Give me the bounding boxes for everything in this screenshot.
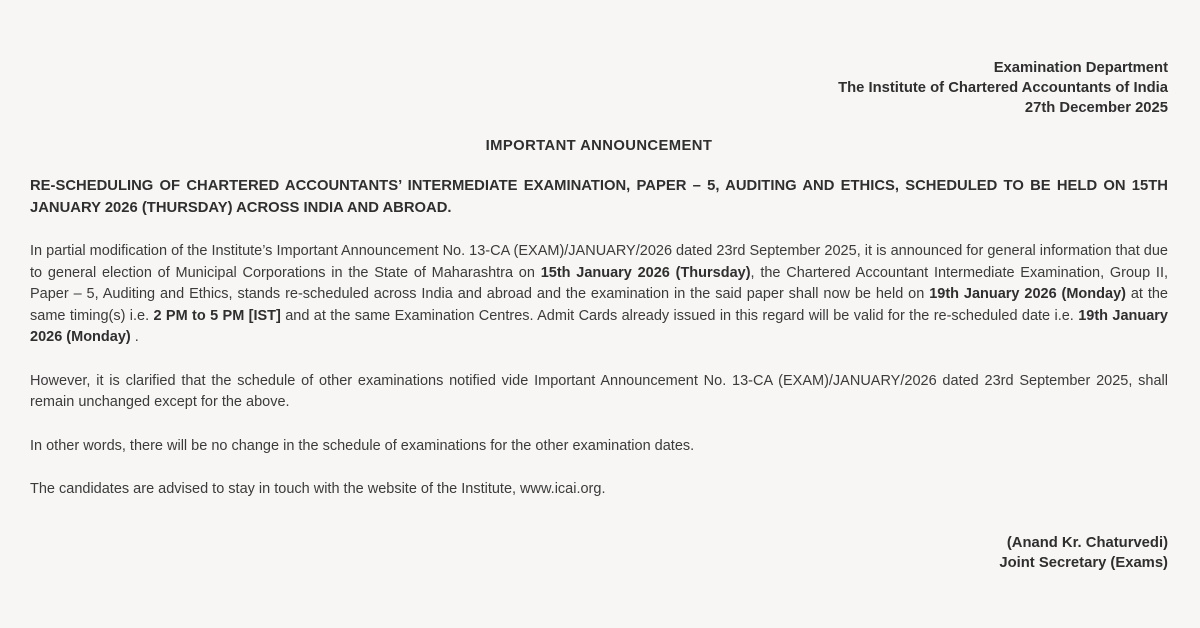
paragraph-text: . <box>130 329 139 345</box>
header-department: Examination Department <box>993 60 1168 76</box>
signature-block <box>30 533 1168 573</box>
paragraph-text: In partial modification of the Institute’s Important Announcement No. 13-CA (EXAM)/JANUARY/2026 dated 23rd September 2025, it is announced for general information that due to general election of Municipal Corporations in the State of Maharashtra on <box>30 243 1168 281</box>
paragraph-text: and at the same Examination Centres. Admit Cards already issued in this regard will be valid for the re-scheduled date i.e. <box>280 307 1079 324</box>
paragraph-text: However, it is clarified that the schedule of other examinations notified vide Important Announcement No. 13-CA (EXAM)/JANUARY/2026 dated 23rd September 2025, shall remain unchanged except for the above. <box>30 372 1168 410</box>
signatory-name: (Anand Kr. Chaturvedi) <box>1006 534 1168 551</box>
document-title: IMPORTANT ANNOUNCEMENT <box>485 138 713 154</box>
paragraph <box>30 436 1168 458</box>
emphasized-text: 2 PM to 5 PM [IST] <box>153 307 281 324</box>
subject-line: RE-SCHEDULING OF CHARTERED ACCOUNTANTS’ INTERMEDIATE EXAMINATION, PAPER – 5, AUDITING AND ETHICS, SCHEDULED TO BE HELD ON 15TH JANUARY 2026 (THURSDAY) ACROSS INDIA AND ABROAD. <box>30 178 1168 216</box>
header-institute: The Institute of Chartered Accountants of India <box>838 80 1168 96</box>
emphasized-text: 15th January 2026 (Thursday) <box>540 264 751 281</box>
signatory-designation: Joint Secretary (Exams) <box>999 554 1168 571</box>
header-date: 27th December 2025 <box>1024 100 1168 116</box>
emphasized-text: 19th January 2026 (Monday) <box>929 286 1126 302</box>
paragraph <box>30 371 1168 414</box>
paragraph <box>30 479 1168 501</box>
emphasized-text: 19th January 2026 (Monday) <box>30 307 1168 345</box>
paragraph-text: The candidates are advised to stay in touch with the website of the Institute, www.icai.org. <box>30 481 606 497</box>
paragraph-text: In other words, there will be no change in the schedule of examinations for the other examination dates. <box>30 437 695 454</box>
paragraph <box>30 241 1168 349</box>
paragraph-text: at the same timing(s) i.e. <box>30 286 1168 324</box>
body-paragraphs <box>30 241 1168 501</box>
document-header <box>30 58 1168 118</box>
paragraph-text: , the Chartered Accountant Intermediate Examination, Group II, Paper – 5, Auditing and Ethics, stands re-scheduled across India and abroad and the examination in the said paper shall now be held on <box>30 264 1168 302</box>
